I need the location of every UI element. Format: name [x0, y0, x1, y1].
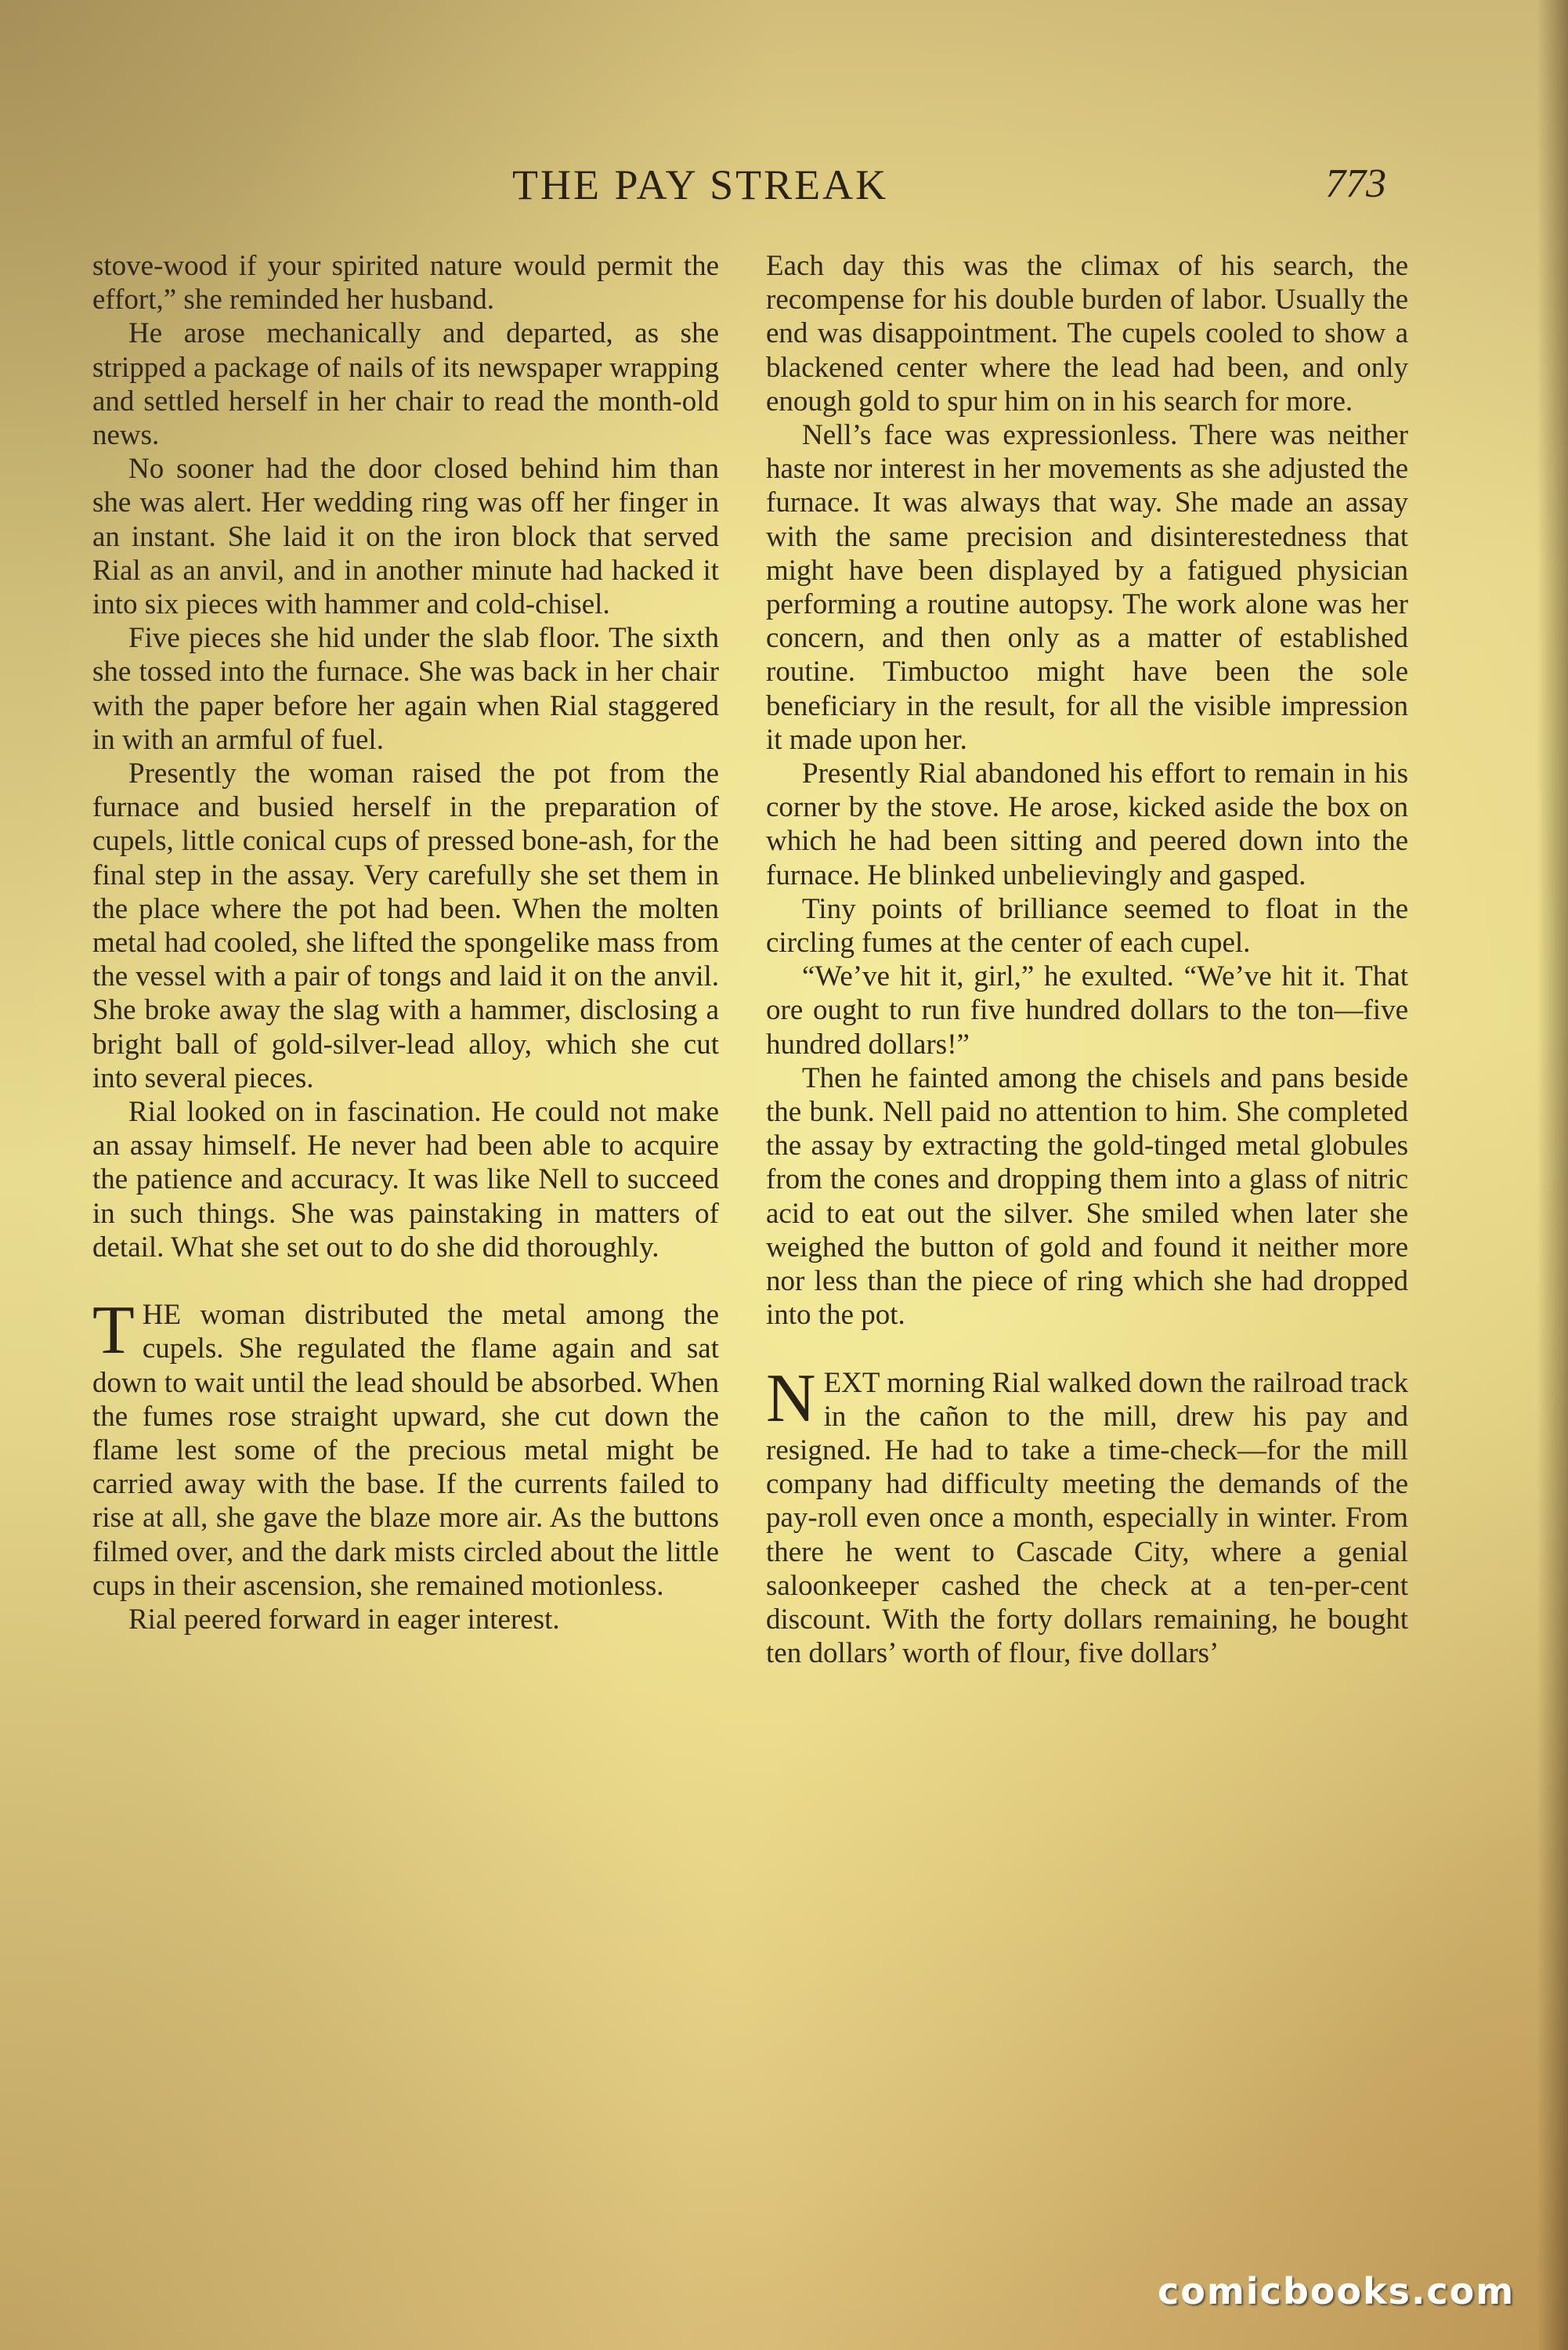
paragraph-text: EXT morning Rial walked down the railroad track in the cañon to the mill, drew his pay and resigned. He had to take a time-check—for the mill company had difficulty meeting the demands of the pay-roll even once a month, especially in winter. From there he went to Cascade City, where a genial saloonkeeper cashed the check at a ten-per-cent discount. With the forty dollars remaining, he bought ten dollars’ worth of flour, five dollars’ — [766, 1366, 1408, 1670]
paragraph: No sooner had the door closed behind him than she was alert. Her wedding ring was off her finger in an instant. She laid it on the iron block that served Rial as an anvil, and in another minute had hacked it into six pieces with hammer and cold-chisel. — [92, 453, 719, 621]
section-opening-paragraph — [766, 1360, 1408, 1671]
paragraph: Tiny points of brilliance seemed to float in the circling fumes at the center of each cupel. — [766, 892, 1408, 960]
running-title: THE PAY STREAK — [512, 161, 889, 208]
page-number: 773 — [1325, 161, 1386, 206]
right-column — [766, 249, 1408, 1670]
paragraph-text: HE woman distributed the metal among the cupels. She regulated the flame again and sat down to wait until the lead should be absorbed. When the fumes rose straight upward, she cut down the flame lest some of the precious metal might be carried away with the base. If the currents failed to rise at all, she gave the blaze more air. As the buttons filmed over, and the dark mists circled about the little cups in their ascension, she remained motionless. — [92, 1299, 719, 1602]
paragraph: Then he fainted among the chisels and pans beside the bunk. Nell paid no attention to him. She completed the assay by extracting the gold-tinged metal globules from the cones and dropping them into a glass of nitric acid to eat out the silver. She smiled when later she weighed the button of gold and found it neither more nor less than the piece of ring which she had dropped into the pot. — [766, 1061, 1408, 1332]
left-column — [92, 249, 719, 1636]
paragraph: “We’ve hit it, girl,” he exulted. “We’ve hit it. That ore ought to run five hundred dollars to the ton—five hundred dollars!” — [766, 960, 1408, 1061]
watermark: comicbooks.com — [1158, 2270, 1516, 2312]
page-edge-shadow — [1537, 0, 1568, 2350]
paragraph: Presently Rial abandoned his effort to remain in his corner by the stove. He arose, kicked aside the box on which he had been sitting and peered down into the furnace. He blinked unbelievingly and gasped. — [766, 757, 1408, 891]
paragraph: He arose mechanically and departed, as she stripped a package of nails of its newspaper wrapping and settled herself in her chair to read the month-old news. — [92, 317, 719, 452]
paragraph: Five pieces she hid under the slab floor. The sixth she tossed into the furnace. She was back in her chair with the paper before her again when Rial staggered in with an armful of fuel. — [92, 622, 719, 756]
paragraph: stove-wood if your spirited nature would permit the effort,” she reminded her husband. — [92, 250, 719, 316]
paragraph: Rial peered forward in eager interest. — [128, 1603, 560, 1636]
section-opening-paragraph — [92, 1292, 719, 1603]
drop-cap: T — [92, 1292, 135, 1369]
paragraph: Each day this was the climax of his search, the recompense for his double burden of labor. Usually the end was disappointment. The cupels cooled to show a blackened center where the lead had been, and only enough gold to spur him on in his search for more. — [766, 250, 1408, 418]
paragraph: Presently the woman raised the pot from the furnace and busied herself in the preparation of cupels, little conical cups of pressed bone-ash, for the final step in the assay. Very carefully she set them in the place where the pot had been. When the molten metal had cooled, she lifted the spongelike mass from the vessel with a pair of tongs and laid it on the anvil. She broke away the slag with a hammer, disclosing a bright ball of gold-silver-lead alloy, which she cut into several pieces. — [92, 757, 719, 1094]
running-header — [0, 161, 1568, 208]
paragraph: Rial looked on in fascination. He could not make an assay himself. He never had been able to acquire the patience and accuracy. It was like Nell to succeed in such things. She was painstaking in matters of detail. What she set out to do she did thoroughly. — [92, 1096, 719, 1264]
paragraph: Nell’s face was expressionless. There was neither haste nor interest in her movements as she adjusted the furnace. It was always that way. She made an assay with the same precision and disinterestedness that might have been displayed by a fatigued physician performing a routine autopsy. The work alone was her concern, and then only as a matter of established routine. Timbuctoo might have been the sole beneficiary in the result, for all the visible impression it made upon her. — [766, 419, 1408, 756]
drop-cap: N — [766, 1360, 816, 1437]
